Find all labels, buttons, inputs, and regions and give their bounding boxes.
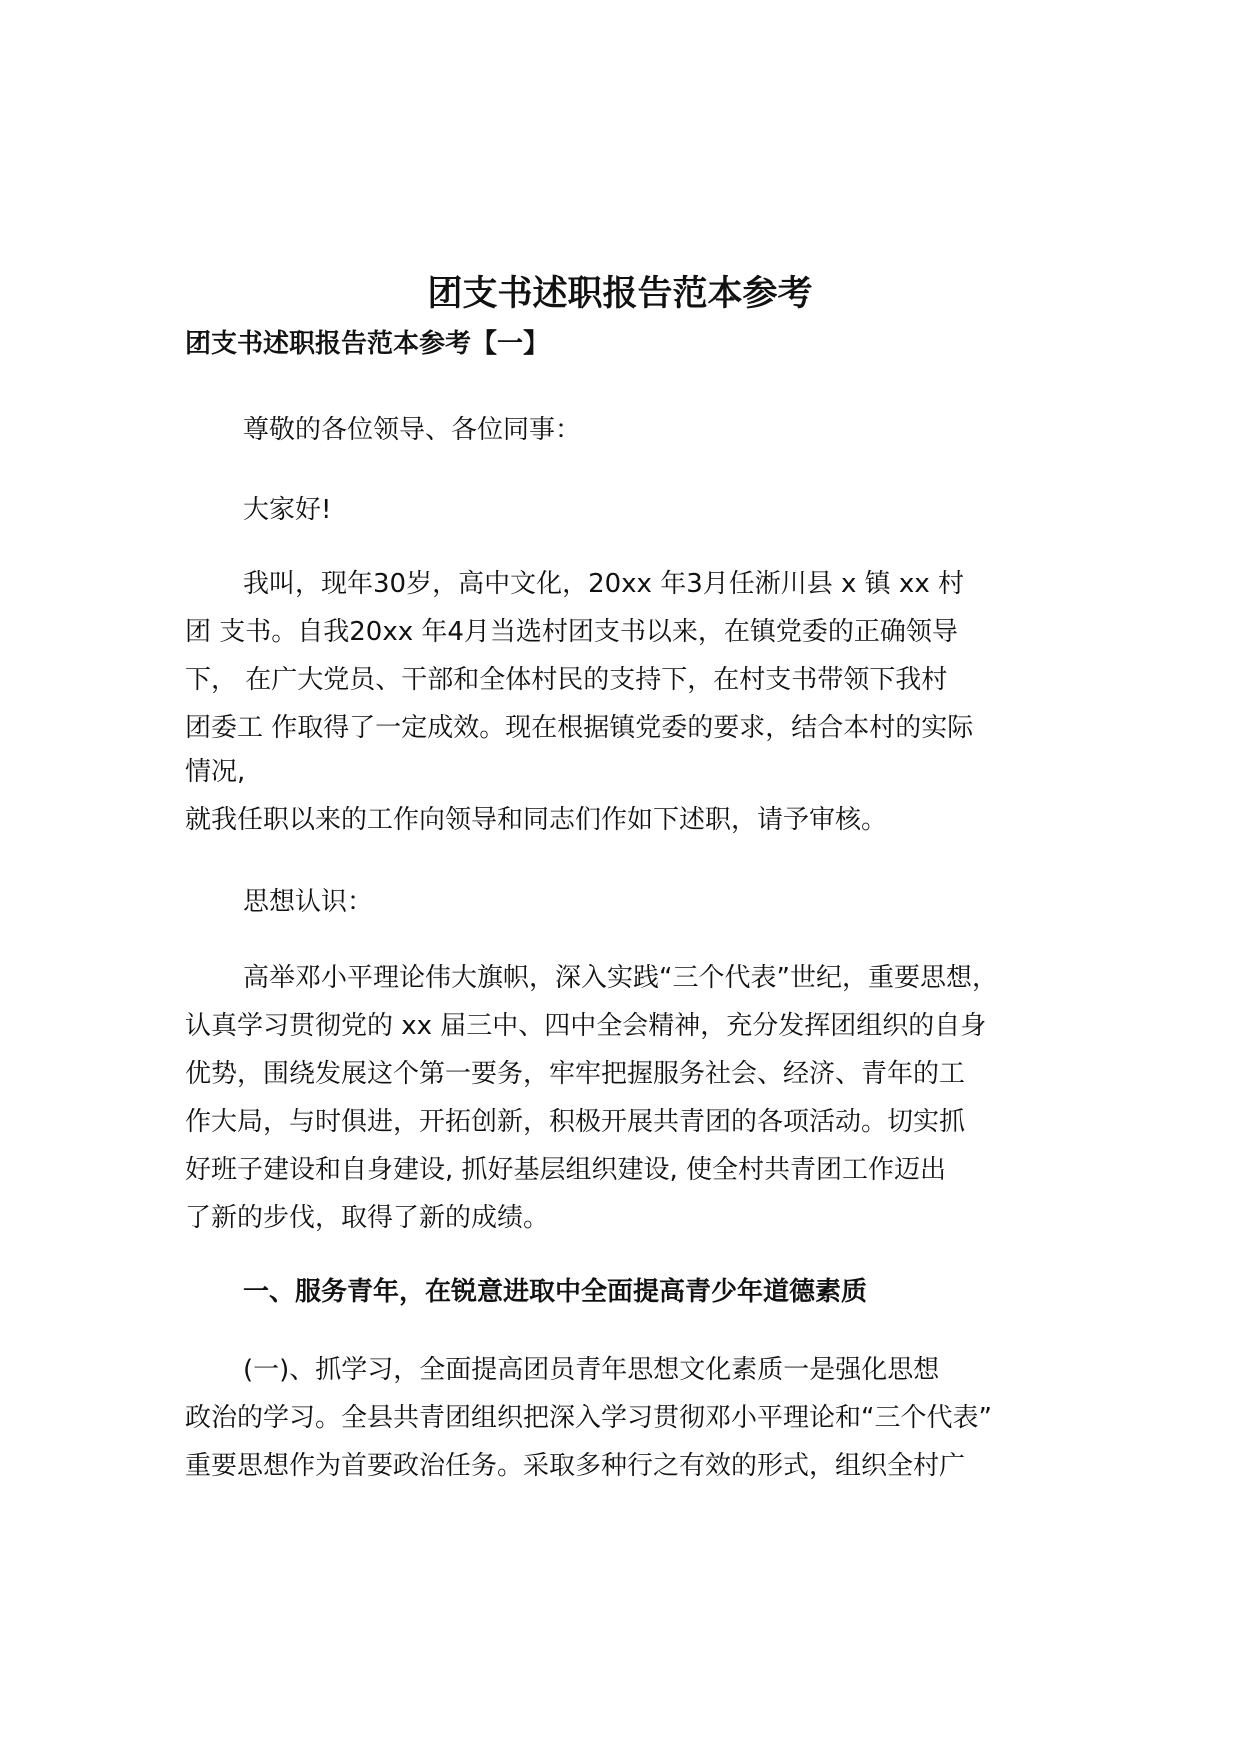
thought-line: 好班子建设和自身建设, 抓好基层组织建设, 使全村共青团工作迈出: [185, 1155, 947, 1185]
section-heading: 一、服务青年，在锐意进取中全面提高青少年道德素质: [243, 1277, 868, 1307]
thought-heading: 思想认识：: [243, 887, 374, 917]
thought-line: 优势，围绕发展这个第一要务，牢牢把握服务社会、经济、青年的工: [185, 1059, 966, 1089]
thought-line: 了新的步伐，取得了新的成绩。: [185, 1203, 550, 1233]
section-line: (一)、抓学习，全面提高团员青年思想文化素质一是强化思想: [243, 1355, 940, 1385]
intro-line: 就我任职以来的工作向领导和同志们作如下述职，请予审核。: [185, 805, 888, 835]
thought-line: 认真学习贯彻党的 xx 届三中、四中全会精神，充分发挥团组织的自身: [185, 1011, 987, 1041]
document-subtitle: 团支书述职报告范本参考【一】: [185, 329, 550, 359]
greeting-line: 尊敬的各位领导、各位同事：: [243, 415, 582, 445]
intro-line: 情况,: [185, 757, 246, 787]
document-title: 团支书述职报告范本参考: [427, 274, 813, 314]
intro-line: 团委工 作取得了一定成效。现在根据镇党委的要求，结合本村的实际: [185, 713, 974, 743]
thought-line: 作大局，与时俱进，开拓创新，积极开展共青团的各项活动。切实抓: [185, 1107, 966, 1137]
section-line: 重要思想作为首要政治任务。采取多种行之有效的形式，组织全村广: [185, 1451, 966, 1481]
thought-line: 高举邓小平理论伟大旗帜，深入实践“三个代表”世纪，重要思想，: [243, 963, 998, 993]
intro-line: 团 支书。自我20xx 年4月当选村团支书以来，在镇党委的正确领导: [185, 617, 958, 647]
hello-line: 大家好!: [243, 495, 332, 525]
intro-line: 下， 在广大党员、干部和全体村民的支持下，在村支书带领下我村: [185, 665, 948, 695]
section-line: 政治的学习。全县共青团组织把深入学习贯彻邓小平理论和“三个代表”: [185, 1403, 992, 1433]
intro-line: 我叫，现年30岁，高中文化，20xx 年3月任淅川县 x 镇 xx 村: [243, 569, 964, 599]
